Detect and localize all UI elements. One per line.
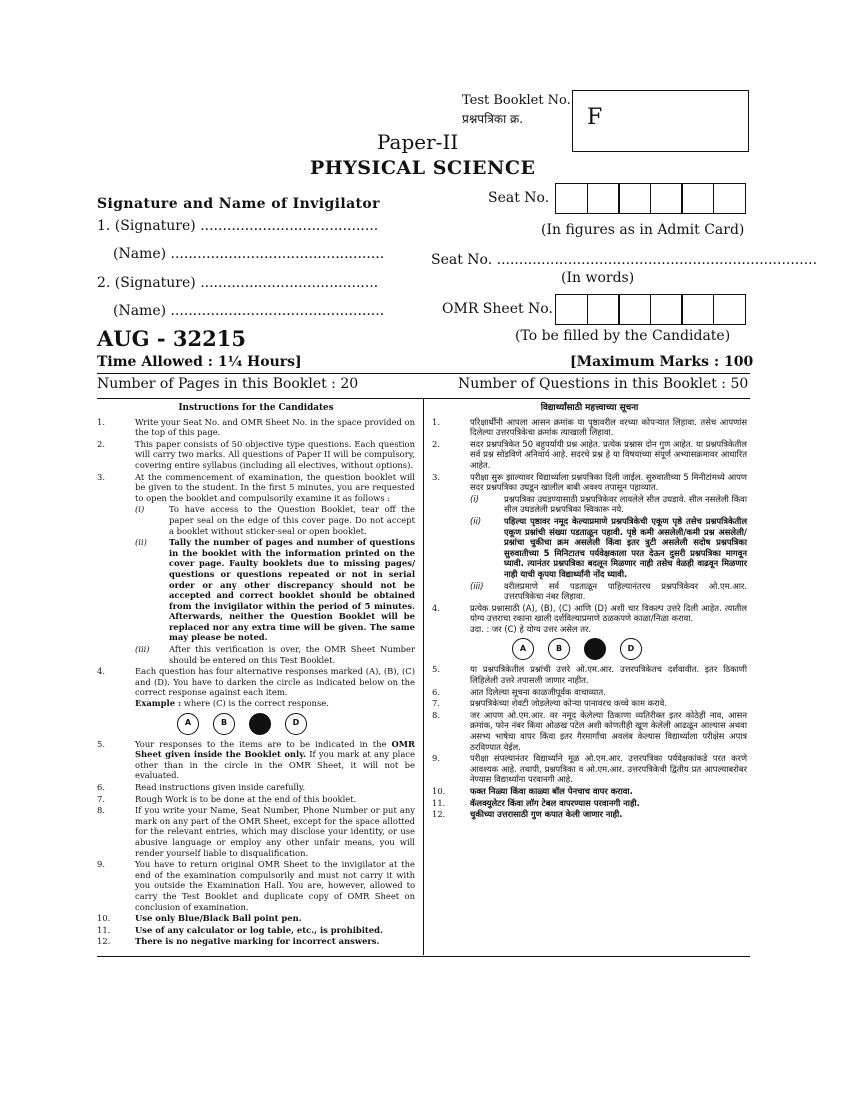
instructions-marathi <box>432 403 747 821</box>
seat-words-note: (In words) <box>561 270 635 286</box>
instruction-item: 2. सदर प्रश्नपत्रिकेत 50 बहुपर्यायी प्रश्न आहेत. प्रत्येक प्रश्नास दोन गुण आहेत. या प्रश्नपत्रिकेतील सर्व प्रश्न सोडविणे अनिवार्य आहे. सदरचे प्रश्न हे या विषयाच्या संपूर्ण अभ्यासक्रमावर आधारित आहेत. <box>432 438 747 470</box>
omr-digit-box[interactable] <box>713 294 746 325</box>
paper-title: Paper-II <box>377 130 459 154</box>
instructions-title-marathi: विद्यार्थ्यांसाठी महत्त्वाच्या सूचना <box>540 403 639 413</box>
seat-digit-box[interactable] <box>681 183 714 214</box>
omr-digit-box[interactable] <box>681 294 714 325</box>
booklet-number-label-en: Test Booklet No. <box>462 93 571 108</box>
booklet-code: F <box>587 105 603 130</box>
instruction-item: 9. परीक्षा संपल्यानंतर विद्यार्थ्याने मूळ ओ.एम.आर. उत्तरपत्रिका पर्यवेक्षकांकडे परत करणे आवश्यक आहे. तथापी, प्रश्नपत्रिका व ओ.एम.आर. उत्तरपत्रिकेची द्वितीय प्रत आपल्याबरोबर नेण्यास विद्यार्थ्यांना परवानगी आहे. <box>432 753 747 785</box>
omr-digit-box[interactable] <box>587 294 620 325</box>
seat-number-words-field[interactable]: Seat No. ........................................................................ <box>431 252 818 268</box>
instruction-item: 2. This paper consists of 50 objective type questions. Each question will carry two marks. All questions of Paper II will be compulsory, covering entire syllabus (including all electives, without options). <box>97 438 415 470</box>
time-allowed: Time Allowed : 1¼ Hours] <box>97 354 302 370</box>
instruction-item: 8. जर आपण ओ.एम.आर. वर नमूद केलेल्या ठिकाणा व्यतिरीक्त इतर कोठेही नाव, आसन क्रमांक, फोन नंबर किंवा ओळख पटेल अशी कोणतीही खूण केलेली आढळून आल्यास अथवा असभ्य भाषेचा वापर किंवा इतर गैरमार्गांचा अवलंब केल्यास विद्यार्थ्याला परीक्षेस अपात्र ठरविण्यात येईल. <box>432 709 747 752</box>
booklet-number-label-mr: प्रश्नपत्रिका क्र. <box>462 112 524 126</box>
instruction-item: 1. Write your Seat No. and OMR Sheet No. in the space provided on the top of this page. <box>97 416 415 438</box>
omr-sheet-number-boxes[interactable] <box>555 294 746 325</box>
seat-digit-box[interactable] <box>713 183 746 214</box>
instruction-item: 5. या प्रश्नपत्रिकेतील प्रश्नांची उत्तरे ओ.एम.आर. उत्तरपत्रिकेतच दर्शवावीत. इतर ठिकाणी लिहिलेली उत्तरे तपासली जाणार नाहीत. <box>432 664 747 686</box>
seat-digit-box[interactable] <box>587 183 620 214</box>
instruction-item: 5. Your responses to the items are to be indicated in the OMR Sheet given inside the Booklet only. If you mark at any place other than in the circle in the OMR Sheet, it will not be evaluated. <box>97 738 416 781</box>
maximum-marks: [Maximum Marks : 100 <box>570 354 754 370</box>
invigilator-1-name: (Name) ................................................ <box>113 246 385 262</box>
seat-digit-box[interactable] <box>650 183 683 214</box>
instruction-item: 4. प्रत्येक प्रश्नासाठी (A), (B), (C) आणि (D) अशी चार विकल्प उत्तरे दिली आहेत. त्यातील योग्य उत्तराचा रकाना खाली दर्शविल्याप्रमाणे ठळकपणे काळा/निळा करावा. उदा. : जर (C) हे योग्य उत्तर असेल तर. <box>432 602 747 634</box>
instruction-item: 1. परिक्षार्थींनी आपला आसन क्रमांक या पृष्ठावरील वरच्या कोपऱ्यात लिहावा. तसेच आपणांस दिलेल्या उत्तरपत्रिकेचा क्रमांक त्याखाली लिहावा. <box>432 416 747 438</box>
booklet-number-box <box>572 90 749 152</box>
instruction-item: 11. कॅलक्युलेटर किंवा लॉग टेबल वापरण्यास परवानगी नाही. <box>432 797 640 808</box>
option-a-bubble: A <box>512 638 534 660</box>
instruction-item: 8. If you write your Name, Seat Number, Phone Number or put any mark on any part of the OMR Sheet, except for the space allotted for the relevant entries, which may disclose your identity, or use abusive language or employ any other unfair means, you will render yourself liable to disqualification. <box>97 805 415 858</box>
option-d-bubble: D <box>285 713 307 735</box>
instruction-item: 10. फक्त निळ्या किंवा काळ्या बॉल पेनचाच वापर करावा. <box>432 786 633 796</box>
instruction-item: 12. चुकीच्या उत्तरासाठी गुण कपात केली जाणार नाही. <box>432 809 623 820</box>
divider <box>97 373 750 374</box>
instructions-english <box>97 403 415 948</box>
subject-title: PHYSICAL SCIENCE <box>310 157 536 179</box>
example-bubbles-marathi <box>512 638 747 660</box>
invigilator-2-name: (Name) ................................................ <box>113 303 385 319</box>
instruction-item: 11. Use of any calculator or log table, etc., is prohibited. <box>97 924 383 935</box>
seat-digit-box[interactable] <box>555 183 588 214</box>
invigilator-2-signature: 2. (Signature) ........................................ <box>97 275 379 291</box>
option-c-bubble-filled: C <box>584 638 606 660</box>
exam-code: AUG - 32215 <box>97 326 246 351</box>
seat-number-boxes[interactable] <box>555 183 746 214</box>
example-bubbles <box>177 713 415 735</box>
instruction-item: 3. At the commencement of examination, the question booklet will be given to the student. In the first 5 minutes, you are requested to open the booklet and compulsorily examine it as follows : (i) To have access to the Question Booklet, tear off the paper seal on the edge of this cover page. Do not accept a booklet without sticker-seal or open booklet. (ii) Tally the number of pages and number of questions in the booklet with the information printed on the cover page. Faulty booklets due to missing pages/ questions or questions repeated or not in serial order or any other discrepancy should not be accepted and correct booklet should be obtained from the invigilator within the period of 5 minutes. Afterwards, neither the Question Booklet will be replaced nor any extra time will be given. The same may please be noted. (iii) After this verification is over, the OMR Sheet Number should be entered on this Test Booklet. <box>97 471 415 665</box>
instruction-item: 6. आत दिलेल्या सूचना काळजीपूर्वक वाचाव्यात. <box>432 686 606 697</box>
question-count: Number of Questions in this Booklet : 50 <box>458 376 749 392</box>
omr-digit-box[interactable] <box>650 294 683 325</box>
omr-sheet-number-label: OMR Sheet No. <box>442 301 553 317</box>
omr-digit-box[interactable] <box>618 294 651 325</box>
instruction-item: 6. Read instructions given inside carefully. <box>97 782 306 792</box>
instruction-item: 10. Use only Blue/Black Ball point pen. <box>97 913 302 924</box>
option-b-bubble: B <box>548 638 570 660</box>
instruction-item: 4. Each question has four alternative responses marked (A), (B), (C) and (D). You have to darken the circle as indicated below on the correct response against each item. Example : where (C) is the correct response. <box>97 666 415 709</box>
omr-digit-box[interactable] <box>555 294 588 325</box>
booklet-number-label <box>462 91 571 129</box>
option-d-bubble: D <box>620 638 642 660</box>
invigilator-heading: Signature and Name of Invigilator <box>97 196 380 212</box>
option-b-bubble: B <box>213 713 235 735</box>
option-c-bubble-filled: C <box>249 713 271 735</box>
instruction-item: 7. प्रश्नपत्रिकेच्या शेवटी जोडलेल्या कोऱ्या पानावरच कच्चे काम करावे. <box>432 698 668 709</box>
instructions-title: Instructions for the Candidates <box>178 403 334 413</box>
seat-digit-box[interactable] <box>618 183 651 214</box>
panel-divider <box>423 398 424 955</box>
page-count: Number of Pages in this Booklet : 20 <box>97 376 359 392</box>
seat-number-label: Seat No. <box>488 190 550 206</box>
instruction-item: 7. Rough Work is to be done at the end of this booklet. <box>97 793 357 804</box>
instruction-item: 3. परीक्षा सुरू झाल्यावर विद्यार्थ्याला प्रश्नपत्रिका दिली जाईल. सुरुवातीच्या 5 मिनीटांमध्ये आपण सदर प्रश्नपत्रिका उघडून खालील बाबी अवश्य तपासून पहाव्यात. (i) प्रश्नपत्रिका उघडण्यासाठी प्रश्नपत्रिकेवर लावलेले सील उघडावे. सील नसलेली किंवा सील उघडलेली प्रश्नपत्रिका स्विकारू नये. (ii) पहिल्या पृष्ठावर नमूद केल्याप्रमाणे प्रश्नपत्रिकेची एकूण पृष्ठे तसेच प्रश्नपत्रिकेतील एकूण प्रश्नांची संख्या पडताळून पहावी. पृष्ठे कमी असलेली/कमी प्रश्न असलेली/प्रश्नांचा चुकीचा क्रम असलेली किंवा इतर त्रुटी असलेली सदोष प्रश्नपत्रिका सुरुवातीच्या 5 मिनिटातच पर्यवेक्षकाला परत देऊन दुसरी प्रश्नपत्रिका मागवून घ्यावी. त्यानंतर प्रश्नपत्रिका बदलून मिळणार नाही तसेच वेळही वाढवून मिळणार नाही याची कृपया विद्यार्थ्यांनी नोंद घ्यावी. (iii) वरीलप्रमाणे सर्व पडताळून पाहिल्यानंतरच प्रश्नपत्रिकेवर ओ.एम.आर. उत्तरपत्रिकेचा नंबर लिहावा. <box>432 471 747 602</box>
invigilator-1-signature: 1. (Signature) ........................................ <box>97 218 379 234</box>
instruction-item: 9. You have to return original OMR Sheet to the invigilator at the end of the examination compulsorily and must not carry it with you outside the Examination Hall. You are, however, allowed to carry the Test Booklet and duplicate copy of OMR Sheet on conclusion of examination. <box>97 859 415 912</box>
omr-fill-note: (To be filled by the Candidate) <box>515 328 731 344</box>
seat-figures-note: (In figures as in Admit Card) <box>541 222 745 238</box>
option-a-bubble: A <box>177 713 199 735</box>
instruction-item: 12. There is no negative marking for incorrect answers. <box>97 936 380 947</box>
